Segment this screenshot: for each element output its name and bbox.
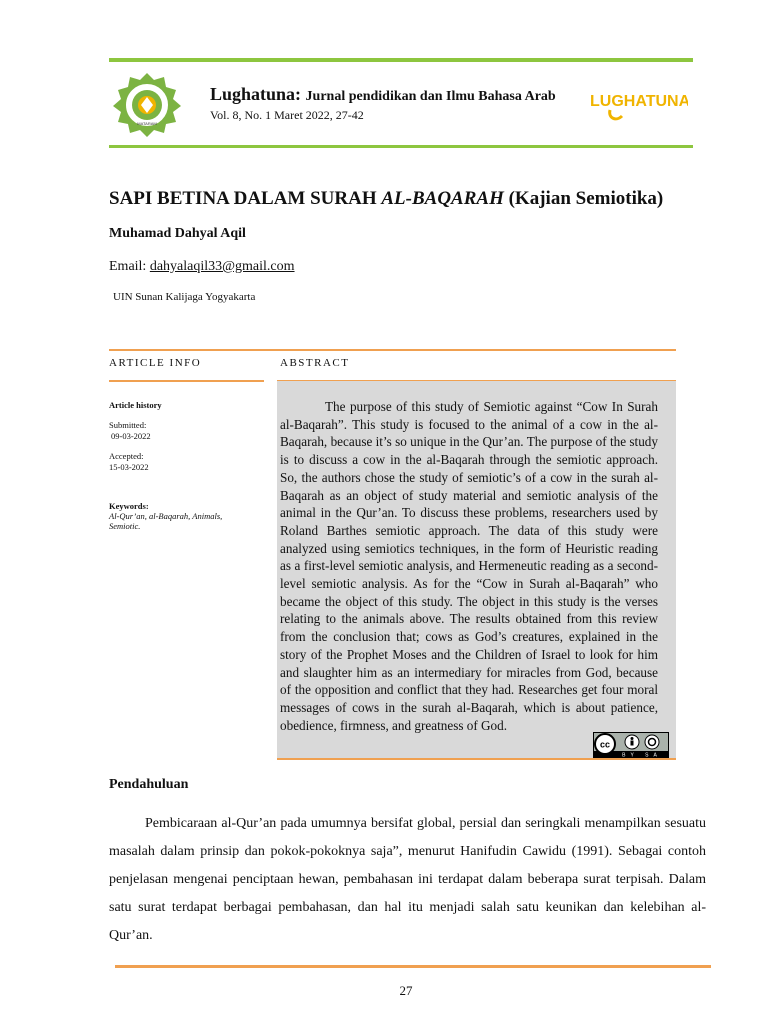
abstract-heading: ABSTRACT xyxy=(280,357,350,369)
article-info-rule xyxy=(109,380,264,382)
title-suffix: (Kajian Semiotika) xyxy=(503,188,664,209)
svg-text:cc: cc xyxy=(599,739,611,750)
submitted-label: Submitted: xyxy=(109,420,147,430)
journal-volume: Vol. 8, No. 1 Maret 2022, 27-42 xyxy=(210,108,364,122)
abstract-paragraph: The purpose of this study of Semiotic against “Cow In Surah al-Baqarah”. This study is focused to the animal of a cow in the al-Baqarah, because it’s so unique in the Qur’an. The purpose of the study is to discuss a cow in the al-Baqarah through the semiotic approach. So, the authors chose the study of semiotic’s of a cow in the surah al-Baqarah as an object of study material and semiotic analysis of the animal in the Qur’an. To discuss these problems, researchers used by Roland Barthes semiotic approach. The data of this study were analyzed using semiotics techniques, in the form of Heuristic reading as a first-level semiotic analysis, and Hermeneutic reading as a second-level semiotic analysis. As for the “Cow in Surah al-Baqarah” who became the object of this study. The object in this study is the verses relating to the animals above. The results obtained from this review from the conclusion that; cows as God’s creatures, explained in the story of the Prophet Moses and the Children of Israel to look for him and slaughter him as an intermediary for miracles from God, because of the opposition and conflict that they had. Researches get four moral messages of cows in the surah al-Baqarah, which is about patience, obedience, firmness, and greatness of God. xyxy=(280,399,658,733)
header-top-rule xyxy=(109,58,693,62)
journal-name: Lughatuna: xyxy=(210,84,302,104)
article-title xyxy=(109,188,663,210)
keywords-line-1: Al-Qur’an, al-Baqarah, Animals, xyxy=(109,511,223,521)
abstract-bottom-rule xyxy=(277,758,676,760)
article-history-label: Article history xyxy=(109,400,162,410)
submitted-date: 09-03-2022 xyxy=(111,431,151,441)
page-number: 27 xyxy=(399,983,413,998)
header-bottom-rule xyxy=(109,145,693,148)
author-name: Muhamad Dahyal Aqil xyxy=(109,226,246,241)
accepted-label: Accepted: xyxy=(109,451,144,461)
author-affiliation: UIN Sunan Kalijaga Yogyakarta xyxy=(113,291,256,303)
journal-subtitle: Jurnal pendidikan dan Ilmu Bahasa Arab xyxy=(305,89,556,104)
university-logo-text: MATARAM xyxy=(137,121,157,126)
title-main: SAPI BETINA DALAM SURAH xyxy=(109,188,382,209)
abstract-body xyxy=(280,398,658,734)
keywords-line-2: Semiotic. xyxy=(109,521,141,531)
introduction-heading: Pendahuluan xyxy=(109,777,189,792)
journal-logo xyxy=(588,80,688,126)
cc-license-badge[interactable] xyxy=(593,732,669,758)
introduction-body xyxy=(109,810,706,950)
footer-rule xyxy=(115,965,711,968)
license-badge-text: BY SA xyxy=(622,752,662,758)
title-italic: AL-BAQARAH xyxy=(381,188,504,209)
author-email xyxy=(109,259,295,275)
sa-icon xyxy=(645,735,659,749)
accepted-date: 15-03-2022 xyxy=(109,462,149,472)
university-logo xyxy=(110,72,184,138)
section-top-rule xyxy=(109,349,676,351)
journal-logo-text: LUGHATUNA xyxy=(590,93,688,110)
article-info-heading: ARTICLE INFO xyxy=(109,357,202,369)
journal-title xyxy=(210,84,556,105)
email-label: Email: xyxy=(109,259,150,274)
email-link[interactable]: dahyalaqil33@gmail.com xyxy=(149,259,295,274)
introduction-paragraph: Pembicaraan al-Qur’an pada umumnya bersifat global, persial dan seringkali menampilkan sesuatu masalah dalam prinsip dan pokok-pokoknya saja”, menurut Hanifudin Cawidu (1991). Sebagai contoh penjelasan mengenai penciptaan hewan, pembahasan ini terdapat dalam beberapa surat terpisah. Dalam satu surat terdapat berbagai pembahasan, dan hal itu menjadi salah satu keunikan dan kelebihan al-Qur’an. xyxy=(109,816,706,943)
keywords-label: Keywords: xyxy=(109,501,149,511)
